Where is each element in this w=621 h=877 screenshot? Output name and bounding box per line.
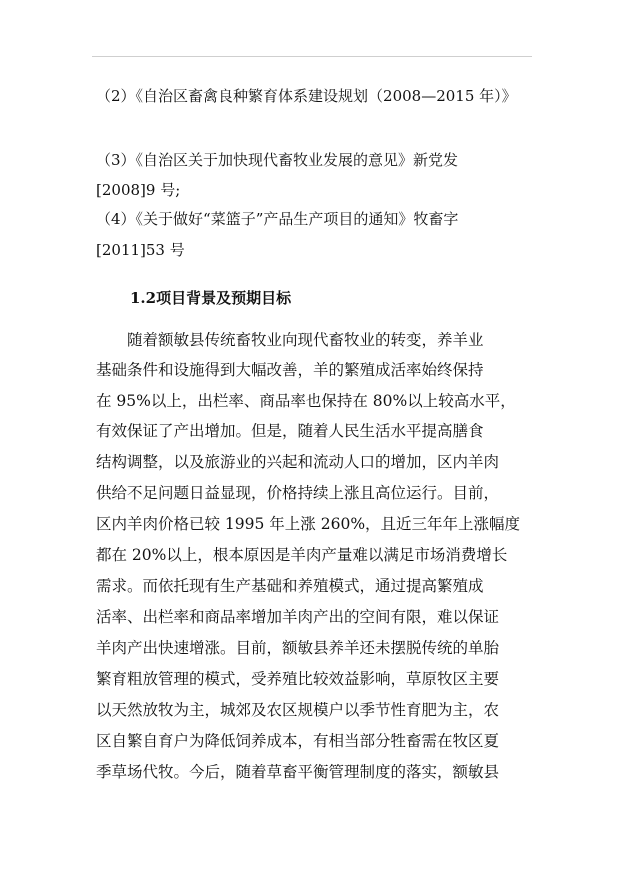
paragraph-line: 以天然放牧为主，城郊及农区规模户以季节性育肥为主，农 bbox=[96, 701, 500, 719]
paragraph-line: 基础条件和设施得到大幅改善，羊的繁殖成活率始终保持 bbox=[96, 361, 484, 379]
paragraph-line: 繁育粗放管理的模式，受养殖比较效益影响，草原牧区主要 bbox=[96, 670, 500, 688]
paragraph-line: 季草场代牧。今后，随着草畜平衡管理制度的落实，额敏县 bbox=[96, 763, 500, 781]
header-rule bbox=[92, 56, 532, 57]
paragraph-line: 区内羊肉价格已较 1995 年上涨 260%，且近三年年上涨幅度 bbox=[96, 515, 521, 533]
section-heading: 1.2项目背景及预期目标 bbox=[130, 289, 292, 307]
paragraph-line: 活率、出栏率和商品率增加羊肉产出的空间有限，难以保证 bbox=[96, 608, 500, 626]
paragraph-line: 供给不足问题日益显现，价格持续上涨且高位运行。目前， bbox=[96, 484, 500, 502]
paragraph-line: 有效保证了产出增加。但是，随着人民生活水平提高膳食 bbox=[96, 422, 484, 440]
reference-item-4-line-2: [2011]53 号 bbox=[96, 241, 185, 259]
paragraph-line: 区自繁自育户为降低饲养成本，有相当部分牲畜需在牧区夏 bbox=[96, 732, 500, 750]
paragraph-line: 都在 20%以上，根本原因是羊肉产量难以满足市场消费增长 bbox=[96, 546, 508, 564]
reference-item-4-line-1: （4）《关于做好“菜篮子”产品生产项目的通知》牧畜字 bbox=[96, 210, 459, 228]
reference-item-2: （2）《自治区畜禽良种繁育体系建设规划（2008—2015 年）》 bbox=[96, 87, 517, 105]
paragraph-line: 羊肉产出快速增涨。目前，额敏县养羊还未摆脱传统的单胎 bbox=[96, 639, 500, 657]
reference-item-3-line-1: （3）《自治区关于加快现代畜牧业发展的意见》新党发 bbox=[96, 151, 459, 169]
paragraph-line: 结构调整，以及旅游业的兴起和流动人口的增加，区内羊肉 bbox=[96, 453, 500, 471]
paragraph-line: 需求。而依托现有生产基础和养殖模式，通过提高繁殖成 bbox=[96, 577, 484, 595]
paragraph-line: 在 95%以上，出栏率、商品率也保持在 80%以上较高水平， bbox=[96, 392, 516, 410]
paragraph-line: 随着额敏县传统畜牧业向现代畜牧业的转变，养羊业 bbox=[96, 331, 484, 349]
reference-item-3-line-2: [2008]9 号; bbox=[96, 181, 181, 199]
